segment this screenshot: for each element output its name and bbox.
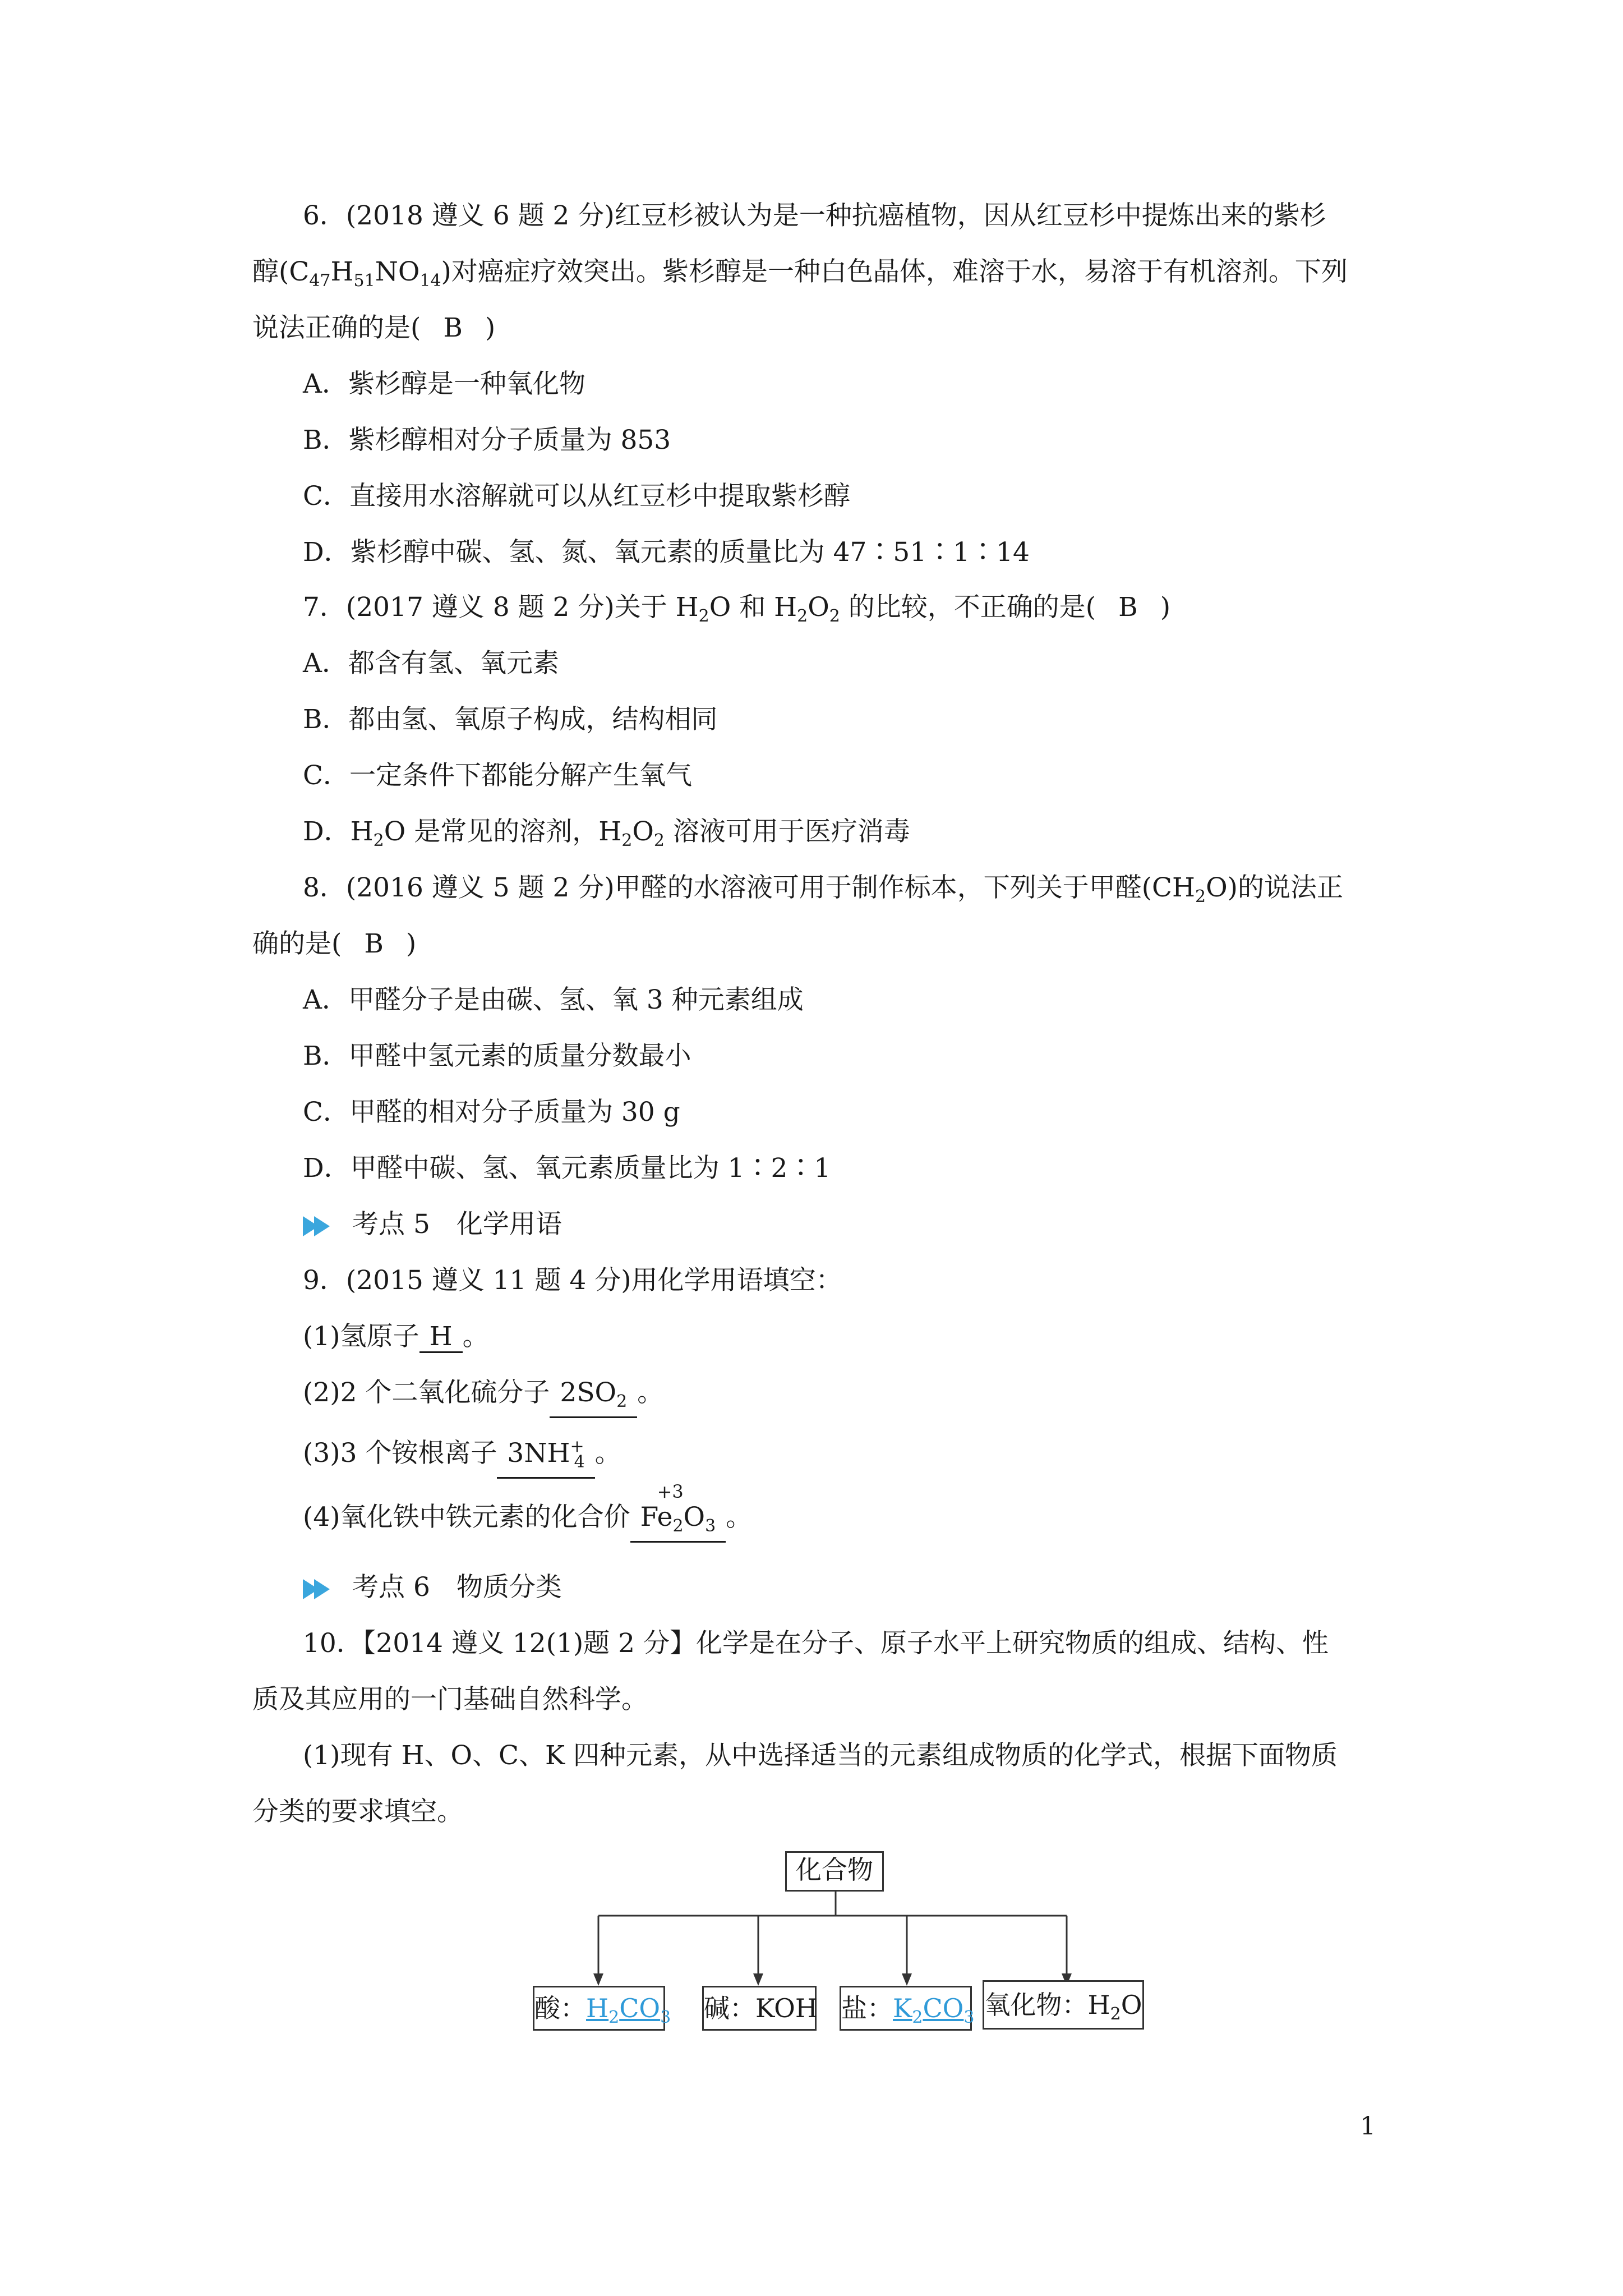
q8-answer: B — [364, 928, 384, 959]
q7-option-d: D．$H_2O$ 是常见的溶剂，$H_2O_2$ 溶液可用于医疗消毒 — [303, 816, 910, 850]
q9-part-3: (3)3 个铵根离子 $3NH^+_4$ 。 — [303, 1432, 621, 1479]
q6-option-b: B．紫杉醇相对分子质量为 853 — [303, 425, 671, 455]
q9-line-1: 9．(2015 遵义 11 题 4 分)用化学用语填空： — [303, 1265, 842, 1296]
page-number: 1 — [1360, 2112, 1376, 2141]
q6-line-3: 说法正确的是( B ) — [252, 311, 495, 345]
q9-answer-2: $2SO_2$ — [550, 1378, 637, 1418]
q7-line-1: 7．(2017 遵义 8 题 2 分)关于 $H_2O$ 和 $H_2O_2$ 的比较，不正确的是( B ) — [303, 592, 1171, 626]
q9-part-2: (2)2 个二氧化硫分子 $2SO_2$ 。 — [303, 1376, 663, 1418]
q9-part-4: (4)氧化铁中铁元素的化合价 +3 $Fe_2O_3$ 。 — [303, 1501, 752, 1543]
q6-line-1: 6．(2018 遵义 6 题 2 分)红豆杉被认为是一种抗癌植物，因从红豆杉中提炼出来的紫杉 — [303, 200, 1326, 231]
q7-option-a: A．都含有氢、氧元素 — [303, 648, 559, 679]
q10-part-1-line-1: (1)现有 H、O、C、K 四种元素，从中选择适当的元素组成物质的化学式，根据下面物质 — [303, 1740, 1338, 1771]
valence-mark: +3 — [657, 1481, 684, 1502]
q7-answer: B — [1118, 592, 1138, 623]
q6-line-2: 醇$(C_{47}H_{51}NO_{14})$对癌症疗效突出。紫杉醇是一种白色晶体，难溶于水，易溶于有机溶剂。下列 — [252, 256, 1348, 291]
compound-root-box: 化合物 — [785, 1851, 884, 1892]
q7-option-c: C．一定条件下都能分解产生氧气 — [303, 760, 692, 791]
q9-part-1: (1)氢原子 H 。 — [303, 1321, 489, 1352]
salt-box: 盐：$K_2CO_3$ — [840, 1986, 972, 2031]
section-heading-5: 考点 5 化学用语 — [303, 1208, 562, 1241]
q8-line-1: 8．(2016 遵义 5 题 2 分)甲醛的水溶液可用于制作标本，下列关于甲醛$(CH_2O)$的说法正 — [303, 872, 1343, 907]
base-box: 碱：KOH — [702, 1986, 817, 2031]
q10-part-1-line-2: 分类的要求填空。 — [252, 1796, 463, 1827]
acid-box: 酸：$H_2CO_3$ — [533, 1986, 665, 2031]
q8-option-c: C．甲醛的相对分子质量为 30 g — [303, 1097, 680, 1128]
oxide-box: 氧化物：$H_2O$ — [983, 1980, 1144, 2030]
q9-answer-3: $3NH^+_4$ — [497, 1432, 594, 1479]
q6-option-a: A．紫杉醇是一种氧化物 — [303, 369, 585, 399]
q10-line-1: 10．【2014 遵义 12(1)题 2 分】化学是在分子、原子水平上研究物质的组成、结构、性 — [303, 1628, 1329, 1659]
q8-option-a: A．甲醛分子是由碳、氢、氧 3 种元素组成 — [303, 984, 804, 1015]
q6-answer: B — [443, 312, 463, 343]
q8-option-d: D．甲醛中碳、氢、氧元素质量比为 1∶2∶1 — [303, 1153, 831, 1184]
q8-line-2: 确的是( B ) — [252, 927, 416, 961]
q10-line-2: 质及其应用的一门基础自然科学。 — [252, 1684, 648, 1715]
q6-option-d: D．紫杉醇中碳、氢、氮、氧元素的质量比为 47∶51∶1∶14 — [303, 537, 1030, 568]
q7-option-b: B．都由氢、氧原子构成，结构相同 — [303, 704, 718, 735]
q9-answer-4: +3 $Fe_2O_3$ — [630, 1503, 726, 1543]
q8-option-b: B．甲醛中氢元素的质量分数最小 — [303, 1041, 691, 1071]
section-heading-6: 考点 6 物质分类 — [303, 1571, 562, 1604]
q6-option-c: C．直接用水溶解就可以从红豆杉中提取紫杉醇 — [303, 481, 850, 512]
q9-answer-1: H — [419, 1322, 463, 1353]
